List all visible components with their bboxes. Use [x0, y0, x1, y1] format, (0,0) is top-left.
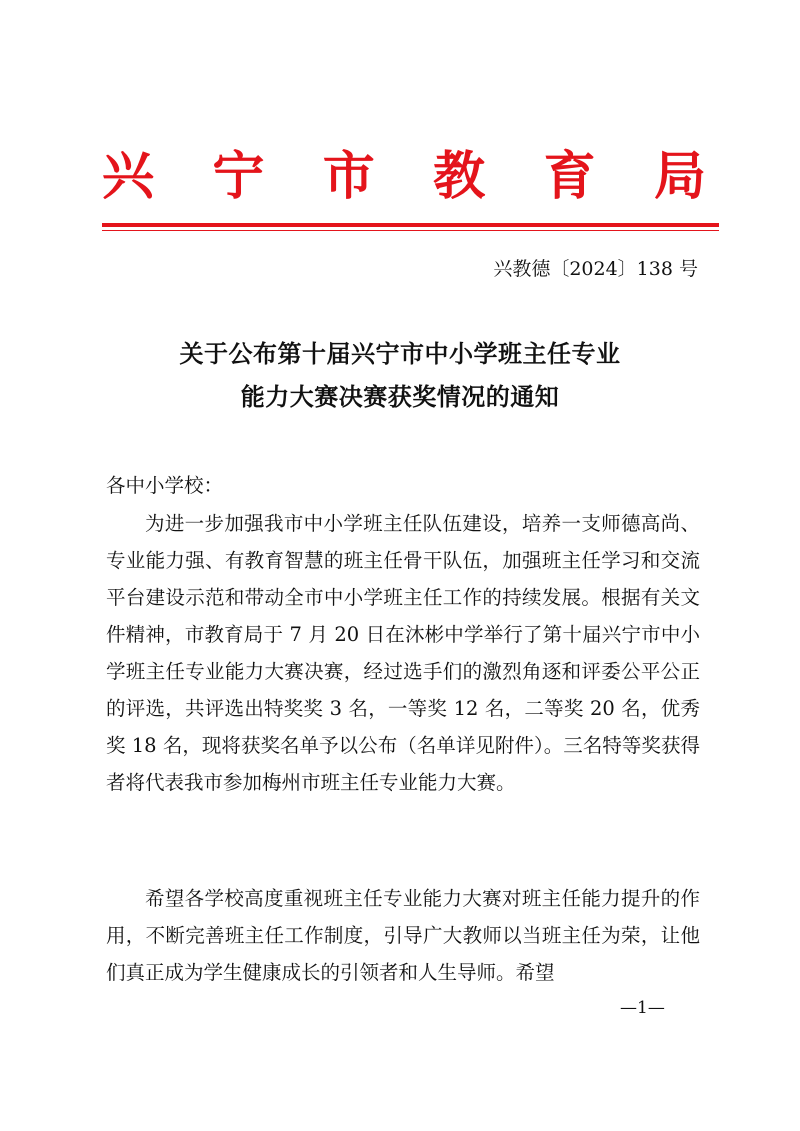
document-title-line-2: 能力大赛决赛获奖情况的通知: [240, 383, 560, 411]
header-divider-thin: [102, 230, 719, 231]
header-char: 兴: [102, 146, 155, 207]
header-divider-thick: [102, 223, 719, 227]
document-title-line-1: 关于公布第十届兴宁市中小学班主任专业: [179, 340, 621, 368]
header-char: 育: [543, 146, 596, 207]
header-char: 教: [433, 146, 486, 207]
document-number: 兴教德〔2024〕138 号: [493, 258, 698, 280]
header-char: 局: [653, 146, 706, 207]
body-paragraph-2: 希望各学校高度重视班主任专业能力大赛对班主任能力提升的作用，不断完善班主任工作制度，引导广大教师以当班主任为荣，让他们真正成为学生健康成长的引领者和人生导师。希望: [106, 887, 700, 984]
header-char: 市: [322, 146, 375, 207]
page-number: —1—: [620, 998, 665, 1018]
header-char: 宁: [212, 146, 265, 207]
issuer-header: [102, 142, 706, 212]
salutation: 各中小学校：: [106, 474, 224, 497]
body-paragraph-1: 为进一步加强我市中小学班主任队伍建设，培养一支师德高尚、专业能力强、有教育智慧的班主任骨干队伍，加强班主任学习和交流平台建设示范和带动全市中小学班主任工作的持续发展。根据有关文件精神，市教育局于 7 月 20 日在沐彬中学举行了第十届兴宁市中小学班主任专业能力大赛决赛，经过选手们的激烈角逐和评委公平公正的评选，共评选出特奖奖 3 名，一等奖 12 名，二等奖 20 名，优秀奖 18 名，现将获奖名单予以公布（名单详见附件）。三名特等奖获得者将代表我市参加梅州市班主任专业能力大赛。: [106, 512, 700, 794]
